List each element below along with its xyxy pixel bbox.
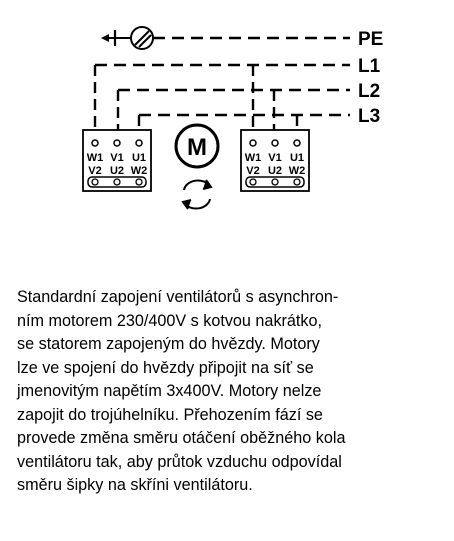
terminal-label: V2 <box>88 165 102 177</box>
rail-label-l1: L1 <box>358 56 381 77</box>
description-line: ventilátoru tak, aby průtok vzduchu odpovídal <box>17 452 342 471</box>
terminal-label: U2 <box>109 165 125 177</box>
description-line: směru šipky na skříni ventilátoru. <box>17 476 253 494</box>
terminal-label: V1 <box>110 152 124 164</box>
phase-rails <box>95 65 350 115</box>
wiring-diagram <box>0 0 454 230</box>
description-line: Standardní zapojení ventilátorů s asynchron- <box>17 288 339 306</box>
rail-label-l3: L3 <box>358 106 381 127</box>
terminal-label: V1 <box>268 152 282 164</box>
terminal-label: U2 <box>267 165 283 177</box>
description-line: jmenovitým napětím 3x400V. Motory nelze <box>17 382 322 400</box>
terminal-box-left <box>83 130 151 191</box>
terminal-label: W1 <box>86 152 104 164</box>
star-bridge <box>88 177 146 187</box>
terminal-box-right <box>241 130 309 191</box>
terminal-label: U1 <box>289 152 305 164</box>
terminal-label: W2 <box>288 165 306 177</box>
svg-text:M: M <box>187 134 207 161</box>
terminal-label: W1 <box>244 152 262 164</box>
description-line: se statorem zapojeným do hvězdy. Motory <box>17 335 320 353</box>
rail-label-l2: L2 <box>358 81 381 102</box>
terminal-label: V2 <box>246 165 260 177</box>
ground-icon <box>101 27 153 49</box>
terminal-label: U1 <box>131 152 147 164</box>
description-line: provede změna směru otáčení oběžného kola <box>17 429 346 447</box>
rotation-direction-icon <box>183 180 211 209</box>
star-bridge <box>246 177 304 187</box>
terminal-label: W2 <box>130 165 148 177</box>
description-line: ním motorem 230/400V s kotvou nakrátko, <box>17 311 323 330</box>
description-text <box>17 286 447 498</box>
motor-icon <box>176 125 218 167</box>
rail-label-pe: PE <box>358 29 384 50</box>
pe-rail <box>101 27 383 50</box>
description-line: lze ve spojení do hvězdy připojit na síť se <box>17 358 314 377</box>
description-line: zapojit do trojúhelníku. Přehozením fází se <box>17 405 323 424</box>
